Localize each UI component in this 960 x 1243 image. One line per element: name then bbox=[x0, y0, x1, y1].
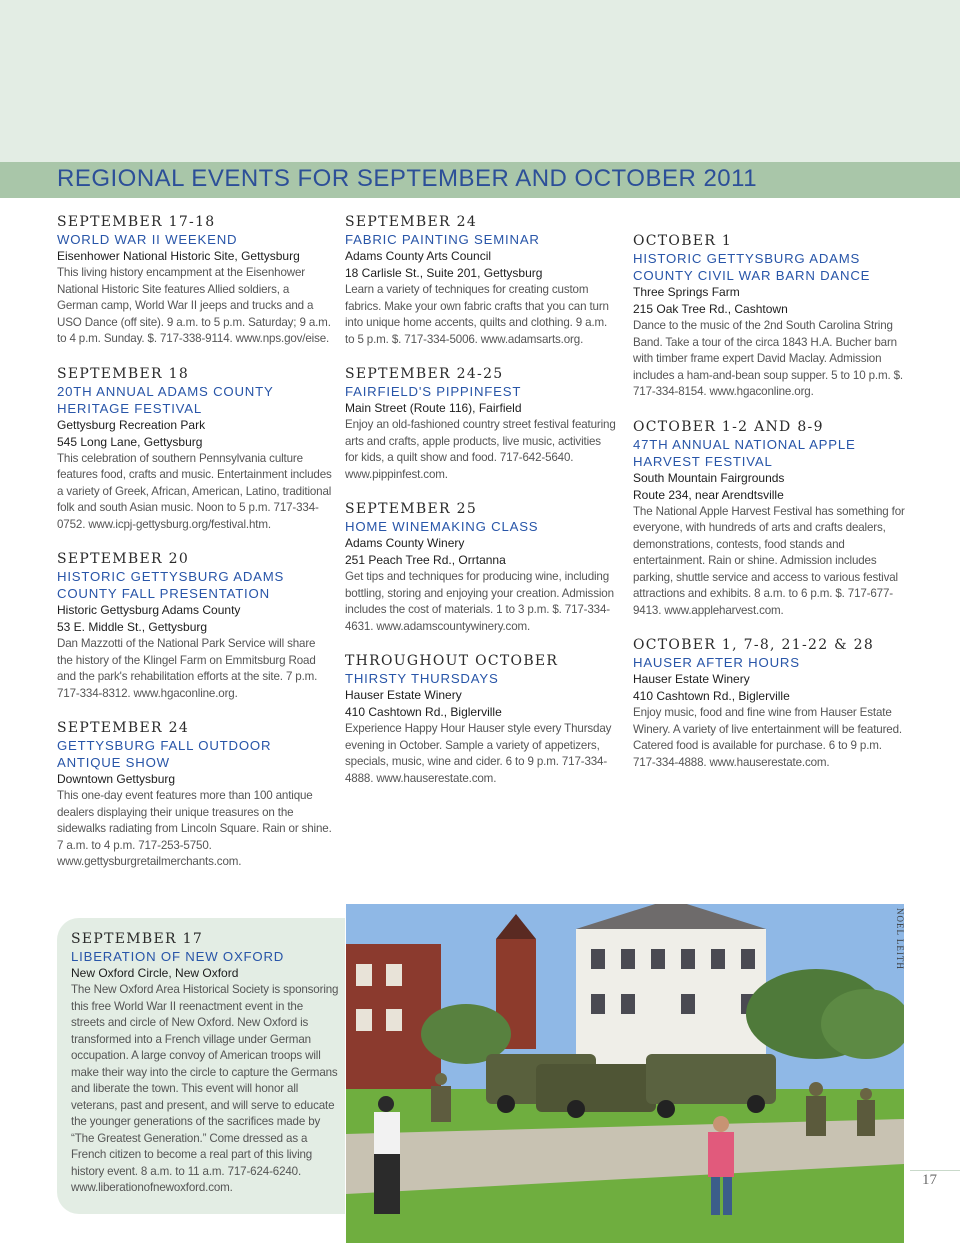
event-date: OCTOBER 1 bbox=[633, 233, 733, 249]
event-description: This one-day event features more than 100 antique dealers displaying their unique treasures on the sidewalks radiating from Lincoln Square. Rain or shine. 7 a.m. to 4 p.m. 717-253-5750. www.gettysburgretailmerchants.com. bbox=[57, 789, 332, 868]
event-title: FAIRFIELD'S PIPPINFEST bbox=[345, 384, 522, 399]
event-date: SEPTEMBER 18 bbox=[57, 365, 190, 382]
event-entry bbox=[633, 636, 905, 771]
section-title-bar bbox=[0, 162, 960, 198]
event-description: The New Oxford Area Historical Society is sponsoring this free World War II reenactment event in the streets and circle of New Oxford. New Oxford is transformed into a French village under German occupation. A large convoy of American troops will make their way into the circle to capture the Germans and liberate the town. This event will honor all veterans, past and present, and will serve to educate the younger generations of the sacrifices made by “The Greatest Generation.” Come dressed as a French citizen to become a real part of this living history event. 8 a.m. to 11 a.m. 717-624-6240. www.liberationofnewoxford.com. bbox=[71, 983, 339, 1194]
event-venue: Adams County Arts Council bbox=[345, 249, 492, 263]
event-entry bbox=[345, 652, 617, 787]
photo-credit: NOEL LEITH bbox=[895, 908, 905, 970]
event-venue: Downtown Gettysburg bbox=[57, 772, 176, 786]
event-date: OCTOBER 1, 7-8, 21-22 & 28 bbox=[633, 637, 875, 653]
event-title: HISTORIC GETTYSBURG ADAMS COUNTY CIVIL WAR BARN DANCE bbox=[633, 251, 871, 283]
event-venue: Main Street (Route 116), Fairfield bbox=[345, 401, 522, 415]
event-description: The National Apple Harvest Festival has something for everyone, with hundreds of arts and crafts dealers, demonstrations, contests, food stands and entertainment. Rain or shine. Admission includes parking, shuttle service and access to various festival attractions and exhibits. 8 a.m. to 6 p.m. $. 717-677-9413. www.appleharvest.com. bbox=[633, 504, 905, 617]
event-title: HOME WINEMAKING CLASS bbox=[345, 519, 539, 534]
column-right bbox=[633, 232, 905, 788]
event-title: WORLD WAR II WEEKEND bbox=[57, 232, 238, 247]
event-entry bbox=[345, 500, 617, 635]
event-venue: New Oxford Circle, New Oxford bbox=[71, 966, 239, 980]
event-title: FABRIC PAINTING SEMINAR bbox=[345, 232, 540, 247]
event-venue: Historic Gettysburg Adams County bbox=[57, 603, 241, 617]
event-address: Route 234, near Arendtsville bbox=[633, 487, 784, 502]
event-address: 215 Oak Tree Rd., Cashtown bbox=[633, 302, 788, 316]
event-description: Experience Happy Hour Hauser style every Thursday evening in October. Sample a variety of appetizers, specials, music, wine and cider. 6 to 9 p.m. 717-334-4888. www.hauserestate.com. bbox=[345, 722, 612, 785]
event-date: SEPTEMBER 25 bbox=[345, 501, 478, 517]
event-venue: Adams County Winery bbox=[345, 536, 465, 550]
event-address: 18 Carlisle St., Suite 201, Gettysburg bbox=[345, 266, 543, 280]
page-title: REGIONAL EVENTS FOR SEPTEMBER AND OCTOBER 2011 bbox=[57, 165, 758, 192]
page-number-rule bbox=[910, 1170, 960, 1171]
reenactment-photo bbox=[346, 904, 904, 1243]
event-entry bbox=[633, 418, 905, 620]
event-title: HAUSER AFTER HOURS bbox=[633, 655, 800, 670]
event-date: THROUGHOUT OCTOBER bbox=[345, 653, 559, 669]
event-description: This celebration of southern Pennsylvania culture features food, crafts and music. Entertainment includes a variety of Greek, African, American, Latino, traditional folk and south Asian music. Noon to 5 p.m. 717-334-0752. www.icpj-gettysburg.org/festival.htm. bbox=[57, 451, 332, 531]
event-entry bbox=[57, 365, 332, 534]
event-date: SEPTEMBER 24 bbox=[57, 720, 190, 736]
event-entry bbox=[345, 213, 617, 348]
event-address: 53 E. Middle St., Gettysburg bbox=[57, 620, 208, 634]
event-entry bbox=[345, 365, 617, 483]
event-description: Learn a variety of techniques for creating custom fabrics. Make your own fabric crafts that you can turn into unique home accents, quilts and clothing. 9 a.m. to 5 p.m. $. 717-334-5006. www.adamsarts.org. bbox=[345, 283, 609, 346]
column-left bbox=[57, 213, 332, 888]
event-date: SEPTEMBER 24-25 bbox=[345, 366, 504, 382]
event-date: OCTOBER 1-2 AND 8-9 bbox=[633, 418, 824, 435]
event-venue: Three Springs Farm bbox=[633, 285, 740, 299]
event-title: 47TH ANNUAL NATIONAL APPLE HARVEST FESTIVAL bbox=[633, 436, 856, 469]
event-address: 410 Cashtown Rd., Biglerville bbox=[633, 689, 790, 703]
event-entry bbox=[57, 719, 332, 871]
event-date: SEPTEMBER 17-18 bbox=[57, 214, 216, 230]
event-entry bbox=[57, 550, 332, 702]
event-title: LIBERATION OF NEW OXFORD bbox=[71, 949, 285, 964]
event-title: 20TH ANNUAL ADAMS COUNTY HERITAGE FESTIVAL bbox=[57, 383, 274, 416]
event-venue: Hauser Estate Winery bbox=[345, 688, 462, 702]
event-title: HISTORIC GETTYSBURG ADAMS COUNTY FALL PRESENTATION bbox=[57, 569, 285, 601]
event-description: Dance to the music of the 2nd South Carolina String Band. Take a tour of the circa 1843 H.A. Bucher barn with timber frame expert David Maclay. Admission includes a ham-and-bean soup supper. 5 to 10 p.m. $. 717-334-8154. www.hgaconline.org. bbox=[633, 319, 903, 398]
event-description: Enjoy music, food and fine wine from Hauser Estate Winery. A variety of live entertainment will be featured. Catered food is available for purchase. 6 to 9 p.m. 717-334-4888. www.hauserestate.com. bbox=[633, 706, 902, 769]
header-band bbox=[0, 0, 960, 162]
featured-event bbox=[71, 930, 339, 1197]
event-description: Dan Mazzotti of the National Park Service will share the history of the Klingel Farm on Emmitsburg Road and the park's rehabilitation efforts at the site. 7 p.m. 717-334-8312. www.hgaconline.org. bbox=[57, 637, 318, 700]
event-description: Enjoy an old-fashioned country street festival featuring arts and crafts, apple products, live music, activities for kids, a quilt show and food. 717-642-5640. www.pippinfest.com. bbox=[345, 418, 616, 481]
column-middle bbox=[345, 213, 617, 804]
event-venue: Eisenhower National Historic Site, Gettysburg bbox=[57, 249, 300, 263]
event-venue: Gettysburg Recreation Park bbox=[57, 417, 206, 432]
event-title: GETTYSBURG FALL OUTDOOR ANTIQUE SHOW bbox=[57, 738, 272, 770]
featured-event-panel bbox=[57, 918, 345, 1214]
event-date: SEPTEMBER 17 bbox=[71, 931, 204, 947]
event-description: This living history encampment at the Eisenhower National Historic Site features Allied soldiers, a German camp, World War II jeeps and trucks and a USO Dance (off site). 9 a.m. to 5 p.m. Saturday; 9 a.m. to 4 p.m. Sunday. $. 717-338-9114. www.nps.gov/eise. bbox=[57, 266, 331, 345]
event-entry bbox=[57, 213, 332, 348]
event-venue: Hauser Estate Winery bbox=[633, 672, 750, 686]
event-venue: South Mountain Fairgrounds bbox=[633, 470, 785, 485]
event-title: THIRSTY THURSDAYS bbox=[345, 671, 499, 686]
event-description: Get tips and techniques for producing wine, including bottling, storing and enjoying your creation. Admission includes the cost of materials. 1 to 3 p.m. $. 717-334-4631. www.adamscountywinery.com. bbox=[345, 570, 614, 633]
event-address: 410 Cashtown Rd., Biglerville bbox=[345, 705, 502, 719]
event-entry bbox=[633, 232, 905, 401]
event-address: 545 Long Lane, Gettysburg bbox=[57, 434, 203, 449]
event-date: SEPTEMBER 20 bbox=[57, 551, 190, 567]
page-number: 17 bbox=[922, 1172, 937, 1188]
event-date: SEPTEMBER 24 bbox=[345, 214, 478, 230]
event-address: 251 Peach Tree Rd., Orrtanna bbox=[345, 553, 506, 567]
